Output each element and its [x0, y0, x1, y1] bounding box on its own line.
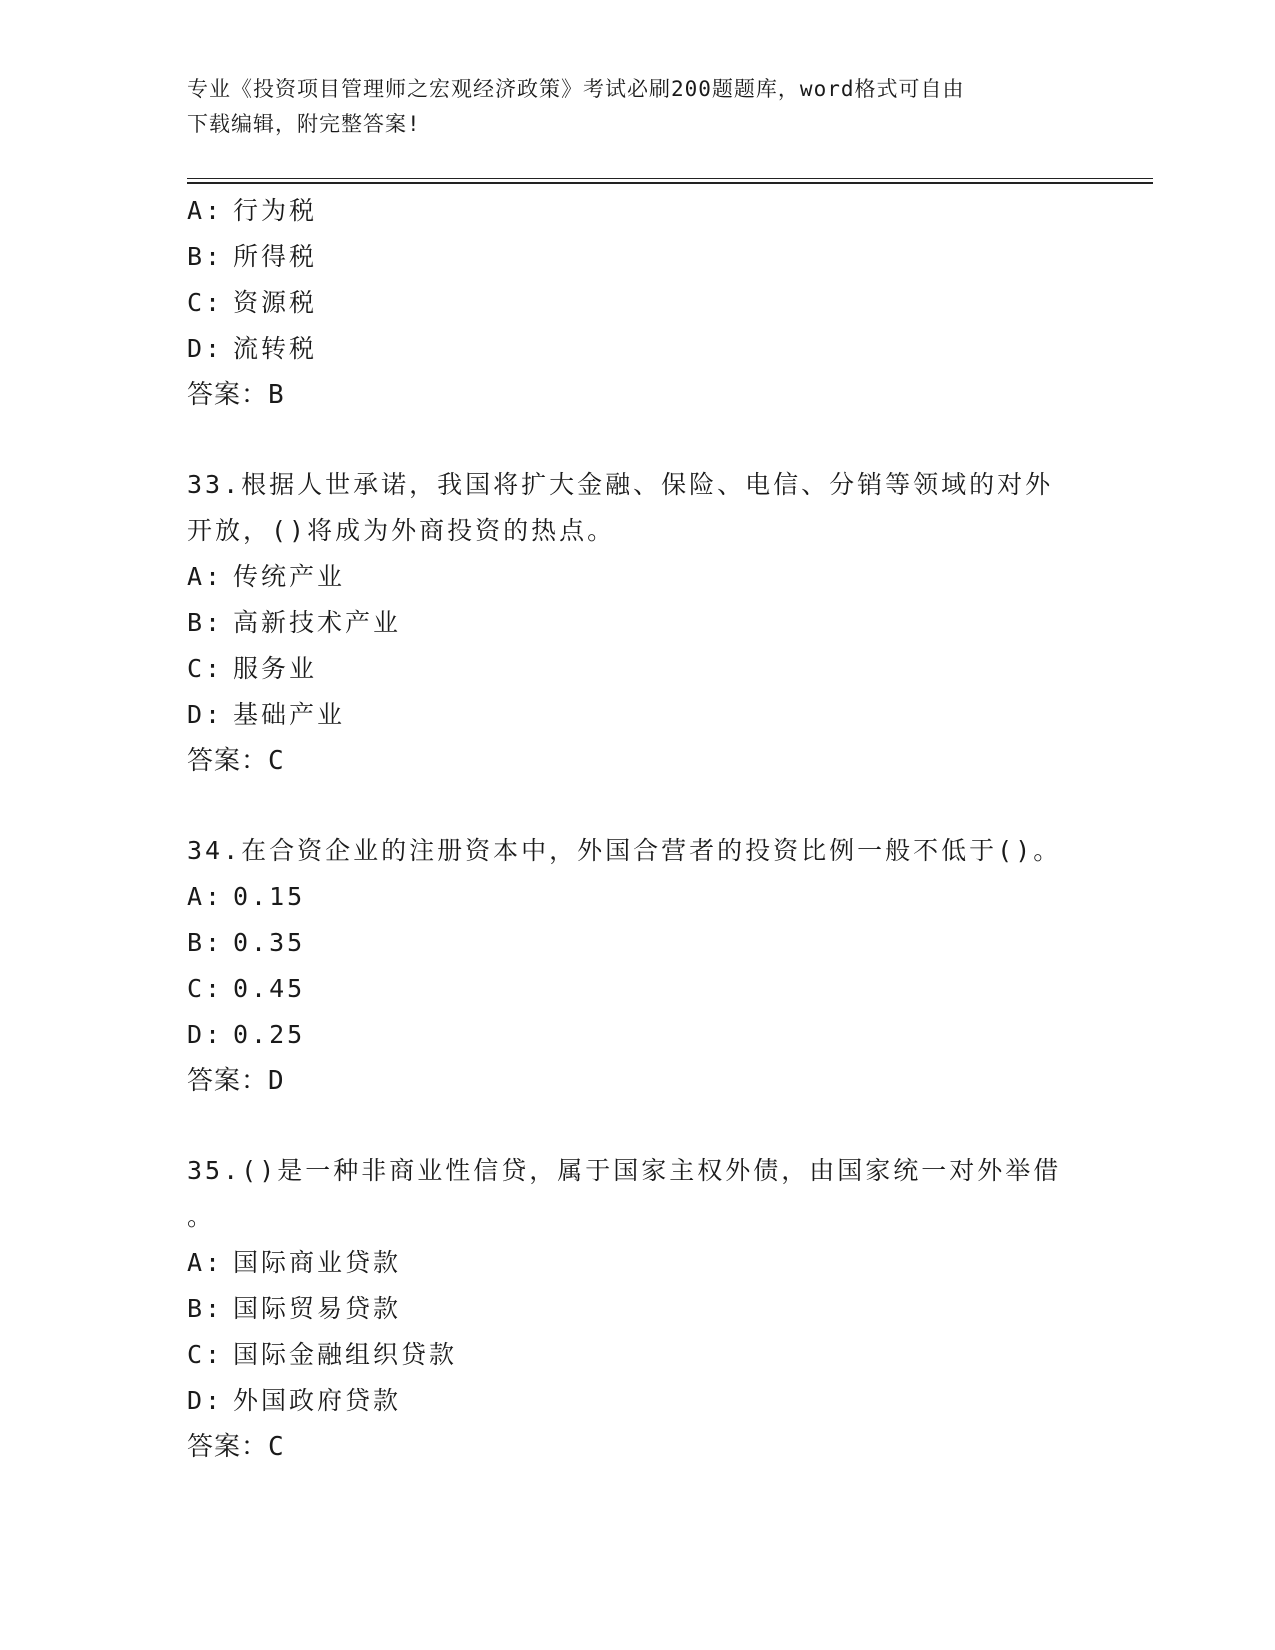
answer	[187, 738, 1087, 784]
question-text-line-1: 33.根据人世承诺，我国将扩大金融、保险、电信、分销等领域的对外	[187, 470, 1054, 499]
option-letter: A:	[187, 882, 224, 911]
option-text: 0.25	[233, 1020, 306, 1049]
option-a	[187, 554, 1087, 600]
option-text: 0.35	[233, 928, 306, 957]
option-letter: D:	[187, 334, 224, 363]
option-b	[187, 920, 1087, 966]
question-32	[187, 188, 1087, 418]
option-b	[187, 600, 1087, 646]
header-line-1: 专业《投资项目管理师之宏观经济政策》考试必刷200题题库，word格式可自由	[187, 77, 965, 101]
option-text: 高新技术产业	[233, 608, 402, 637]
option-d	[187, 1012, 1087, 1058]
option-a	[187, 188, 1087, 234]
option-text: 国际商业贷款	[233, 1248, 402, 1277]
answer	[187, 372, 1087, 418]
question-text-line-1: 35.()是一种非商业性信贷，属于国家主权外债，由国家统一对外举借	[187, 1156, 1062, 1185]
header-line-2: 下载编辑，附完整答案!	[187, 112, 421, 136]
option-c	[187, 646, 1087, 692]
option-letter: D:	[187, 1020, 224, 1049]
question-content	[187, 188, 1087, 1470]
option-letter: C:	[187, 974, 224, 1003]
option-letter: B:	[187, 1294, 224, 1323]
option-c	[187, 966, 1087, 1012]
option-letter: C:	[187, 654, 224, 683]
option-letter: D:	[187, 1386, 224, 1415]
option-text: 外国政府贷款	[233, 1386, 402, 1415]
question-35	[187, 1148, 1087, 1470]
option-a	[187, 1240, 1087, 1286]
answer-value: C	[268, 1432, 285, 1462]
answer-label: 答案：	[187, 1432, 269, 1462]
option-letter: A:	[187, 1248, 224, 1277]
answer-label: 答案：	[187, 1066, 269, 1096]
option-text: 传统产业	[233, 562, 346, 591]
option-a	[187, 874, 1087, 920]
option-c	[187, 1332, 1087, 1378]
option-text: 国际金融组织贷款	[233, 1340, 458, 1369]
option-letter: B:	[187, 242, 224, 271]
question-33	[187, 462, 1087, 784]
option-text: 0.45	[233, 974, 306, 1003]
option-text: 国际贸易贷款	[233, 1294, 402, 1323]
option-letter: C:	[187, 1340, 224, 1369]
answer-label: 答案：	[187, 746, 269, 776]
question-text-line-1: 34.在合资企业的注册资本中，外国合营者的投资比例一般不低于()。	[187, 836, 1062, 865]
document-header	[187, 72, 1087, 142]
question-text-line-2: 开放，()将成为外商投资的热点。	[187, 516, 616, 545]
option-text: 所得税	[233, 242, 318, 271]
option-d	[187, 326, 1087, 372]
answer	[187, 1058, 1087, 1104]
question-34	[187, 828, 1087, 1104]
option-letter: B:	[187, 928, 224, 957]
option-letter: A:	[187, 562, 224, 591]
option-text: 基础产业	[233, 700, 346, 729]
answer-value: B	[268, 380, 285, 410]
option-letter: C:	[187, 288, 224, 317]
option-d	[187, 1378, 1087, 1424]
option-b	[187, 234, 1087, 280]
option-b	[187, 1286, 1087, 1332]
option-text: 0.15	[233, 882, 306, 911]
header-rule-thick	[187, 182, 1153, 184]
option-text: 行为税	[233, 196, 318, 225]
header-rule-thin	[187, 178, 1153, 179]
option-letter: D:	[187, 700, 224, 729]
option-c	[187, 280, 1087, 326]
question-text-line-2: 。	[187, 1202, 216, 1231]
option-d	[187, 692, 1087, 738]
answer-label: 答案：	[187, 380, 269, 410]
option-text: 服务业	[233, 654, 318, 683]
answer	[187, 1424, 1087, 1470]
option-text: 流转税	[233, 334, 318, 363]
option-letter: A:	[187, 196, 224, 225]
option-letter: B:	[187, 608, 224, 637]
answer-value: D	[268, 1066, 285, 1096]
answer-value: C	[268, 746, 285, 776]
option-text: 资源税	[233, 288, 318, 317]
